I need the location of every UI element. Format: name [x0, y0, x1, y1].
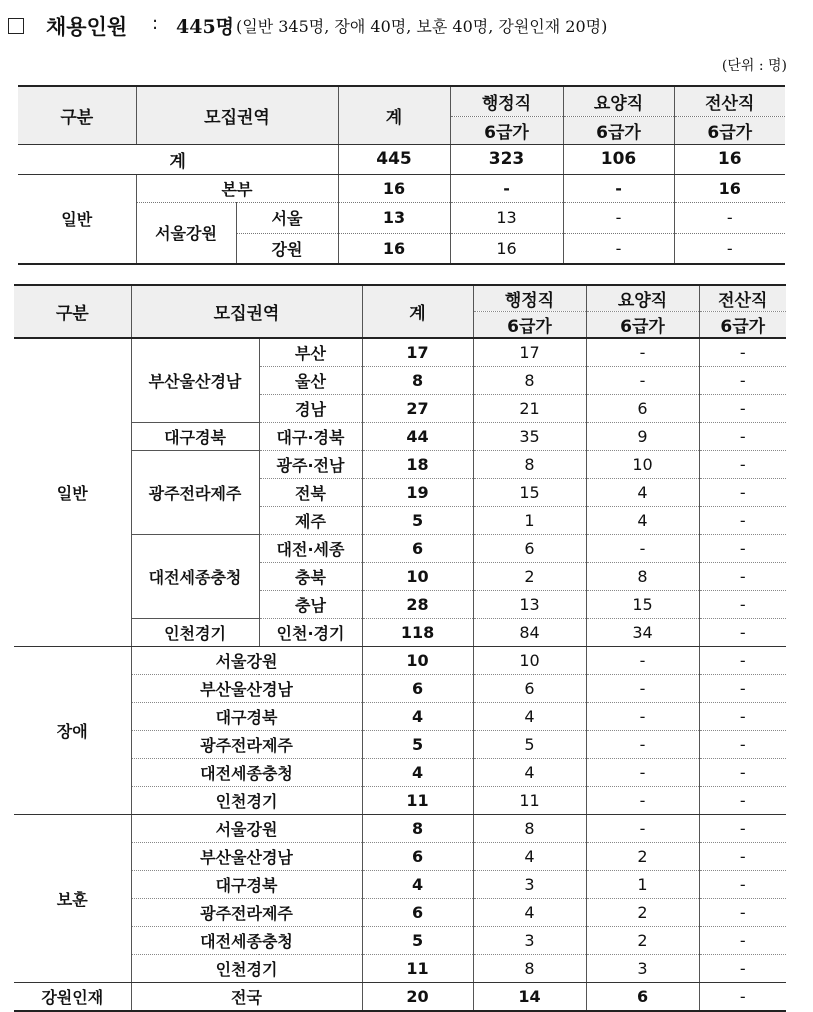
cell-total: 17 [362, 338, 473, 367]
cell-admin: 8 [473, 367, 586, 395]
group-general: 일반 [18, 174, 136, 264]
region-name: 광주전라제주 [131, 451, 259, 535]
cell-admin: 3 [473, 871, 586, 899]
hires-breakdown: (일반 345명, 장애 40명, 보훈 40명, 강원인재 20명) [236, 17, 608, 36]
cell-total: 8 [362, 367, 473, 395]
region-name: 부산울산경남 [131, 843, 362, 871]
cell-it: - [699, 731, 786, 759]
subregion-name: 제주 [259, 507, 362, 535]
cell-total: 8 [362, 815, 473, 843]
region-seoul-gangwon: 서울강원 [136, 202, 236, 264]
subregion-name: 울산 [259, 367, 362, 395]
table-row [14, 338, 786, 367]
cell-admin: 16 [450, 233, 563, 264]
header-admin: 행정직 [450, 86, 563, 116]
total-it: 16 [674, 144, 785, 174]
header-row [14, 285, 786, 312]
region-name: 인천경기 [131, 955, 362, 983]
subregion-name: 인천·경기 [259, 619, 362, 647]
cell-admin: 14 [473, 983, 586, 1012]
cell-care: 34 [586, 619, 699, 647]
cell-total: 18 [362, 451, 473, 479]
cell-care: 4 [586, 507, 699, 535]
cell-care: 4 [586, 479, 699, 507]
group-gangwon: 강원인재 [14, 983, 131, 1012]
header-row [18, 86, 785, 116]
cell-total: 4 [362, 871, 473, 899]
cell-total: 6 [362, 843, 473, 871]
total-hires: 445명 [176, 16, 235, 38]
cell-it: - [699, 479, 786, 507]
cell-it: - [739, 987, 746, 1006]
region-name: 서울강원 [131, 647, 362, 675]
header-care-grade: 6급가 [586, 312, 699, 339]
header-it: 전산직 [674, 86, 785, 116]
cell-it: - [699, 675, 786, 703]
cell-it: - [699, 395, 786, 423]
cell-care: 2 [586, 899, 699, 927]
cell-admin: 13 [473, 591, 586, 619]
cell-it: - [699, 647, 786, 675]
region-name: 광주전라제주 [131, 899, 362, 927]
cell-total: 6 [362, 899, 473, 927]
subregion-name: 대전·세종 [259, 535, 362, 563]
cell-total: 13 [338, 202, 450, 233]
cell-it: 16 [674, 174, 785, 202]
cell-admin: 1 [473, 507, 586, 535]
cell-total: 19 [362, 479, 473, 507]
group-veterans: 보훈 [14, 815, 131, 983]
cell-admin: 5 [473, 731, 586, 759]
header-admin: 행정직 [473, 285, 586, 312]
header-it-grade: 6급가 [699, 312, 786, 339]
cell-care: - [586, 535, 699, 563]
cell-care: 15 [586, 591, 699, 619]
cell-total: 5 [362, 507, 473, 535]
subregion-gangwon: 강원 [236, 233, 338, 264]
cell-total: 11 [362, 955, 473, 983]
header-it-grade: 6급가 [674, 116, 785, 144]
cell-care: - [586, 759, 699, 787]
region-name: 대전세종충청 [131, 535, 259, 619]
cell-it: - [699, 338, 786, 367]
cell-care: - [586, 338, 699, 367]
cell-it: - [699, 535, 786, 563]
cell-admin: 10 [473, 647, 586, 675]
subregion-name: 부산 [259, 338, 362, 367]
cell-it: - [699, 423, 786, 451]
cell-care: - [563, 202, 674, 233]
cell-it: - [699, 843, 786, 871]
cell-care: - [563, 233, 674, 264]
cell-care: 9 [586, 423, 699, 451]
cell-admin: 35 [473, 423, 586, 451]
table-row [14, 815, 786, 843]
cell-it: - [699, 815, 786, 843]
cell-it: - [699, 759, 786, 787]
total-admin: 323 [450, 144, 563, 174]
cell-care: - [586, 647, 699, 675]
header-region: 모집권역 [131, 285, 362, 338]
cell-it: - [699, 563, 786, 591]
cell-care: 2 [586, 843, 699, 871]
cell-care: - [586, 787, 699, 815]
cell-it: - [699, 591, 786, 619]
cell-it: - [699, 703, 786, 731]
header-admin-grade: 6급가 [450, 116, 563, 144]
region-name: 부산울산경남 [131, 675, 362, 703]
cell-admin: 17 [473, 338, 586, 367]
region-name: 서울강원 [131, 815, 362, 843]
region-name: 부산울산경남 [131, 338, 259, 423]
cell-total: 27 [362, 395, 473, 423]
cell-care: 6 [586, 983, 699, 1012]
region-name: 대구경북 [131, 703, 362, 731]
cell-admin: 84 [473, 619, 586, 647]
cell-total: 5 [362, 927, 473, 955]
table-row [18, 174, 785, 202]
region-name: 광주전라제주 [131, 731, 362, 759]
cell-admin: 2 [473, 563, 586, 591]
subregion-name: 충남 [259, 591, 362, 619]
header-care-grade: 6급가 [563, 116, 674, 144]
cell-total: 28 [362, 591, 473, 619]
cell-it: - [674, 202, 785, 233]
cell-admin: 6 [473, 535, 586, 563]
subregion-name: 경남 [259, 395, 362, 423]
cell-care: 3 [586, 955, 699, 983]
cell-admin: 4 [473, 899, 586, 927]
subregion-name: 충북 [259, 563, 362, 591]
cell-admin: 6 [473, 675, 586, 703]
cell-total: 4 [362, 759, 473, 787]
cell-admin: 4 [473, 843, 586, 871]
cell-admin: 4 [473, 759, 586, 787]
section-title: 채용인원 [46, 15, 128, 39]
region-name: 대구경북 [131, 871, 362, 899]
cell-total: 6 [362, 675, 473, 703]
cell-total: 118 [362, 619, 473, 647]
cell-admin: 8 [473, 955, 586, 983]
cell-admin: 15 [473, 479, 586, 507]
cell-it: - [699, 955, 786, 983]
cell-admin: 8 [473, 451, 586, 479]
cell-it: - [699, 367, 786, 395]
cell-admin: 8 [473, 815, 586, 843]
cell-it: - [699, 507, 786, 535]
total-sum: 445 [338, 144, 450, 174]
total-care: 106 [563, 144, 674, 174]
region-name: 인천경기 [131, 619, 259, 647]
region-name: 대전세종충청 [131, 927, 362, 955]
subregion-name: 전북 [259, 479, 362, 507]
summary-table [18, 85, 785, 265]
table-row [14, 983, 786, 1012]
cell-care: - [586, 367, 699, 395]
cell-admin: 13 [450, 202, 563, 233]
group-disabled: 장애 [14, 647, 131, 815]
subregion-name: 광주·전남 [259, 451, 362, 479]
cell-it: - [699, 787, 786, 815]
header-it: 전산직 [699, 285, 786, 312]
total-row [18, 144, 785, 174]
table-row [14, 647, 786, 675]
section-header [0, 6, 813, 42]
cell-total: 5 [362, 731, 473, 759]
cell-care: - [563, 174, 674, 202]
cell-care: - [586, 675, 699, 703]
cell-it: - [699, 619, 786, 647]
group-general: 일반 [14, 338, 131, 647]
cell-total: 4 [362, 703, 473, 731]
region-hq: 본부 [136, 174, 338, 202]
cell-total: 16 [338, 174, 450, 202]
cell-it: - [699, 899, 786, 927]
total-label: 계 [18, 144, 338, 174]
cell-admin: 11 [473, 787, 586, 815]
header-category: 구분 [14, 285, 131, 338]
header-total: 계 [362, 285, 473, 338]
subregion-name: 대구·경북 [259, 423, 362, 451]
subregion-seoul: 서울 [236, 202, 338, 233]
cell-care: - [586, 815, 699, 843]
region-name: 대전세종충청 [131, 759, 362, 787]
cell-total: 10 [362, 563, 473, 591]
cell-total: 6 [362, 535, 473, 563]
header-total: 계 [338, 86, 450, 144]
title-colon: : [152, 13, 159, 34]
cell-it: - [699, 871, 786, 899]
header-region: 모집권역 [136, 86, 338, 144]
header-care: 요양직 [586, 285, 699, 312]
cell-it: - [699, 927, 786, 955]
cell-care: 10 [586, 451, 699, 479]
cell-care: - [586, 731, 699, 759]
cell-admin: 4 [473, 703, 586, 731]
cell-total: 20 [362, 983, 473, 1012]
header-care: 요양직 [563, 86, 674, 116]
detail-table [14, 284, 786, 1012]
cell-admin: - [450, 174, 563, 202]
cell-it: - [726, 238, 733, 258]
cell-it: - [699, 451, 786, 479]
cell-care: - [586, 703, 699, 731]
cell-admin: 21 [473, 395, 586, 423]
cell-total: 44 [362, 423, 473, 451]
cell-total: 10 [362, 647, 473, 675]
cell-total: 11 [362, 787, 473, 815]
region-name: 전국 [131, 983, 362, 1012]
header-admin-grade: 6급가 [473, 312, 586, 339]
region-name: 인천경기 [131, 787, 362, 815]
cell-total: 16 [338, 233, 450, 264]
cell-care: 2 [586, 927, 699, 955]
checkbox-square-icon [8, 18, 24, 34]
cell-care: 1 [586, 871, 699, 899]
cell-care: 6 [586, 395, 699, 423]
cell-admin: 3 [473, 927, 586, 955]
header-category: 구분 [18, 86, 136, 144]
unit-note: (단위 : 명) [721, 58, 787, 74]
region-name: 대구경북 [131, 423, 259, 451]
cell-care: 8 [586, 563, 699, 591]
